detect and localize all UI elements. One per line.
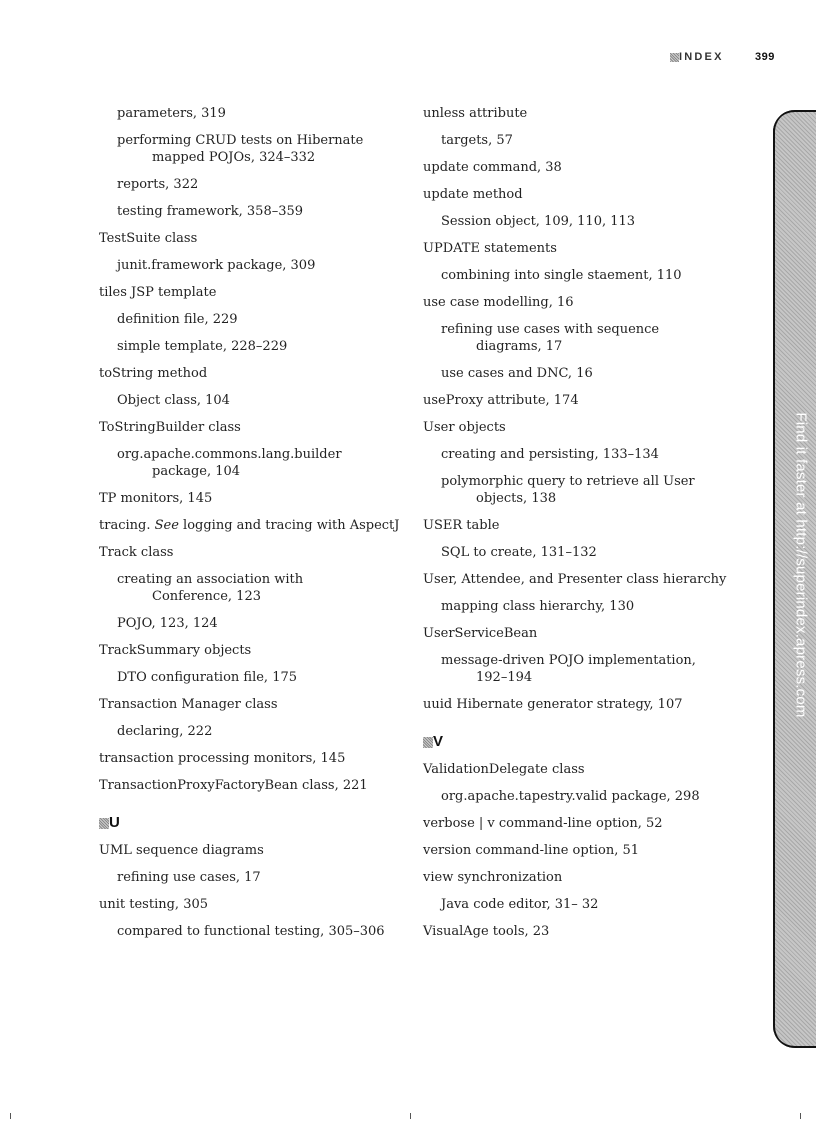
- index-entry: [423, 157, 743, 184]
- entry-text: [441, 321, 743, 338]
- entry-term: transaction processing monitors, 145: [99, 751, 346, 766]
- entry-term: POJO, 123, 124: [117, 616, 218, 631]
- entry-text: [117, 571, 419, 588]
- entry-term: UserServiceBean: [423, 626, 538, 641]
- entry-text: [423, 186, 743, 203]
- entry-term: ValidationDelegate class: [423, 762, 585, 777]
- entry-term: testing framework, 358–359: [117, 204, 304, 219]
- entry-text: [117, 338, 419, 355]
- entry-term: polymorphic query to retrieve all User: [441, 474, 695, 489]
- section-marker-square: [99, 818, 109, 829]
- entry-text: [117, 105, 419, 122]
- crop-mark: [10, 1113, 11, 1119]
- see-reference-label: See: [154, 518, 179, 533]
- entry-term: tracing.: [99, 518, 151, 533]
- entry-text: [99, 544, 419, 561]
- entry-text: [441, 598, 743, 615]
- entry-text: [99, 365, 419, 382]
- index-subentry: [99, 721, 419, 748]
- index-column-right: [423, 103, 743, 948]
- entry-text: [117, 203, 419, 220]
- entry-term: mapping class hierarchy, 130: [441, 599, 635, 614]
- side-tab-url-text: Find it faster at http://superindex.apress.com: [792, 412, 810, 718]
- entry-term: refining use cases with sequence: [441, 322, 660, 337]
- index-subentry: [423, 265, 743, 292]
- entry-text: [117, 669, 419, 686]
- entry-list: [423, 103, 743, 721]
- index-subentry: [99, 569, 419, 613]
- index-subentry: [423, 471, 743, 515]
- entry-term: creating an association with: [117, 572, 304, 587]
- entry-term: Object class, 104: [117, 393, 230, 408]
- entry-text: [441, 365, 743, 382]
- entry-term: parameters, 319: [117, 106, 226, 121]
- entry-term: targets, 57: [441, 133, 513, 148]
- entry-text: [423, 294, 743, 311]
- entry-term: combining into single staement, 110: [441, 268, 682, 283]
- index-subentry: [99, 201, 419, 228]
- entry-text: [423, 517, 743, 534]
- entry-term: update method: [423, 187, 523, 202]
- entry-term: Java code editor, 31– 32: [441, 897, 599, 912]
- entry-term: Track class: [99, 545, 174, 560]
- index-entry: [423, 292, 743, 319]
- entry-term: creating and persisting, 133–134: [441, 447, 659, 462]
- entry-term: use case modelling, 16: [423, 295, 574, 310]
- entry-list: [99, 840, 419, 948]
- index-entry: [99, 282, 419, 309]
- index-entry: [423, 813, 743, 840]
- index-entry: [423, 694, 743, 721]
- entry-term: reports, 322: [117, 177, 199, 192]
- entry-continuation: diagrams, 17: [476, 339, 563, 354]
- entry-text: [117, 392, 419, 409]
- index-subentry: [99, 174, 419, 201]
- index-subentry: [423, 596, 743, 623]
- index-column-left: [99, 103, 419, 948]
- index-subentry: [99, 921, 419, 948]
- entry-term: SQL to create, 131–132: [441, 545, 597, 560]
- index-entry: [99, 894, 419, 921]
- entry-text: [423, 240, 743, 257]
- entry-text: [99, 642, 419, 659]
- entry-text: [99, 284, 419, 301]
- entry-text: [117, 869, 419, 886]
- entry-continuation: mapped POJOs, 324–332: [152, 150, 316, 165]
- entry-term: unless attribute: [423, 106, 528, 121]
- section-heading-u: [99, 814, 419, 834]
- entry-text: [99, 696, 419, 713]
- entry-term: USER table: [423, 518, 500, 533]
- index-entry: [99, 840, 419, 867]
- entry-term: DTO configuration file, 175: [117, 670, 298, 685]
- index-subentry: [99, 444, 419, 488]
- index-entry: [99, 775, 419, 802]
- entry-term: TestSuite class: [99, 231, 198, 246]
- index-subentry: [99, 867, 419, 894]
- index-entry: [423, 921, 743, 948]
- index-entry: [99, 417, 419, 444]
- index-subentry: [99, 667, 419, 694]
- entry-text: [117, 311, 419, 328]
- index-entry: [423, 515, 743, 542]
- entry-continuation: Conference, 123: [152, 589, 261, 604]
- index-entry: [99, 228, 419, 255]
- entry-term: verbose | v command-line option, 52: [423, 816, 663, 831]
- entry-text: [117, 257, 419, 274]
- entry-text: [423, 923, 743, 940]
- index-entry: [99, 694, 419, 721]
- entry-term: UPDATE statements: [423, 241, 557, 256]
- index-subentry: [423, 211, 743, 238]
- entry-term: version command-line option, 51: [423, 843, 640, 858]
- index-subentry: [423, 786, 743, 813]
- entry-text: [423, 105, 743, 122]
- index-subentry: [423, 363, 743, 390]
- entry-term: User objects: [423, 420, 506, 435]
- index-entry: [423, 103, 743, 130]
- entry-text: [441, 544, 743, 561]
- entry-continuation: objects, 138: [476, 491, 557, 506]
- entry-text: [99, 750, 419, 767]
- entry-text: [423, 625, 743, 642]
- entry-term: tiles JSP template: [99, 285, 217, 300]
- entry-text: [441, 473, 743, 490]
- index-entry: [99, 748, 419, 775]
- section-heading-v: [423, 733, 743, 753]
- index-subentry: [99, 130, 419, 174]
- entry-text: [99, 230, 419, 247]
- see-reference-target: logging and tracing with AspectJ: [183, 518, 400, 533]
- entry-term: org.apache.commons.lang.builder: [117, 447, 342, 462]
- entry-text: [423, 419, 743, 436]
- index-subentry: [99, 390, 419, 417]
- entry-text: [423, 159, 743, 176]
- entry-term: TransactionProxyFactoryBean class, 221: [99, 778, 368, 793]
- index-subentry: [99, 613, 419, 640]
- index-entry: [423, 867, 743, 894]
- entry-list: [423, 759, 743, 948]
- entry-continuation: package, 104: [152, 464, 241, 479]
- entry-term: ToStringBuilder class: [99, 420, 241, 435]
- index-subentry: [423, 130, 743, 157]
- entry-text: [423, 392, 743, 409]
- index-entry: [423, 238, 743, 265]
- entry-text: [423, 869, 743, 886]
- entry-term: declaring, 222: [117, 724, 213, 739]
- entry-term: junit.framework package, 309: [117, 258, 316, 273]
- entry-term: TP monitors, 145: [99, 491, 213, 506]
- index-entry: [423, 417, 743, 444]
- index-subentry: [423, 542, 743, 569]
- entry-term: useProxy attribute, 174: [423, 393, 579, 408]
- entry-text: [117, 132, 419, 149]
- index-entry: [423, 623, 743, 650]
- entry-term: refining use cases, 17: [117, 870, 261, 885]
- entry-term: org.apache.tapestry.valid package, 298: [441, 789, 700, 804]
- index-entry: [99, 542, 419, 569]
- section-letter: U: [109, 814, 120, 831]
- entry-text: [423, 761, 743, 778]
- entry-term: update command, 38: [423, 160, 562, 175]
- entry-term: use cases and DNC, 16: [441, 366, 593, 381]
- index-entry: [423, 759, 743, 786]
- index-subentry: [423, 444, 743, 471]
- entry-text: [99, 896, 419, 913]
- entry-text: [117, 446, 419, 463]
- index-entry: [423, 840, 743, 867]
- entry-term: uuid Hibernate generator strategy, 107: [423, 697, 683, 712]
- entry-continuation: 192–194: [476, 670, 533, 685]
- entry-term: Transaction Manager class: [99, 697, 278, 712]
- entry-term: definition file, 229: [117, 312, 238, 327]
- entry-text: [441, 213, 743, 230]
- entry-term: message-driven POJO implementation,: [441, 653, 696, 668]
- entry-term: toString method: [99, 366, 208, 381]
- index-subentry: [423, 650, 743, 694]
- entry-text: [117, 615, 419, 632]
- entry-term: performing CRUD tests on Hibernate: [117, 133, 364, 148]
- entry-text: [423, 815, 743, 832]
- index-subentry: [423, 894, 743, 921]
- entry-term: compared to functional testing, 305–306: [117, 924, 385, 939]
- index-subentry: [423, 319, 743, 363]
- entry-term: view synchronization: [423, 870, 563, 885]
- index-entry: [99, 640, 419, 667]
- index-subentry: [99, 255, 419, 282]
- section-letter: V: [433, 733, 444, 750]
- entry-text: [441, 896, 743, 913]
- entry-text: [423, 571, 743, 588]
- page-number: 399: [755, 51, 775, 63]
- index-entry: [99, 515, 419, 542]
- entry-text: [423, 842, 743, 859]
- index-entry: [423, 184, 743, 211]
- crop-mark: [410, 1113, 411, 1119]
- section-marker-square: [423, 737, 433, 748]
- entry-term: Session object, 109, 110, 113: [441, 214, 636, 229]
- running-head-section: INDEX: [679, 51, 724, 63]
- index-subentry: [99, 336, 419, 363]
- entry-term: unit testing, 305: [99, 897, 209, 912]
- entry-text: [441, 652, 743, 669]
- entry-text: [117, 723, 419, 740]
- entry-term: User, Attendee, and Presenter class hierarchy: [423, 572, 727, 587]
- entry-text: [99, 419, 419, 436]
- entry-term: TrackSummary objects: [99, 643, 252, 658]
- entry-term: simple template, 228–229: [117, 339, 288, 354]
- entry-text: [99, 777, 419, 794]
- entry-text: [99, 490, 419, 507]
- index-subentry: [99, 309, 419, 336]
- entry-term: VisualAge tools, 23: [423, 924, 550, 939]
- index-entry: [423, 569, 743, 596]
- index-entry: [99, 488, 419, 515]
- entry-text: [117, 923, 419, 940]
- entry-list: [99, 103, 419, 802]
- entry-text: [441, 132, 743, 149]
- entry-text: [117, 176, 419, 193]
- entry-text: [441, 267, 743, 284]
- section-marker-square: [670, 53, 679, 62]
- entry-text: [423, 696, 743, 713]
- entry-text: [99, 842, 419, 859]
- entry-term: UML sequence diagrams: [99, 843, 264, 858]
- index-subentry: [99, 103, 419, 130]
- index-entry: [99, 363, 419, 390]
- entry-text: [99, 517, 419, 534]
- crop-mark: [800, 1113, 801, 1119]
- entry-text: [441, 446, 743, 463]
- running-head: [670, 51, 790, 67]
- index-entry: [423, 390, 743, 417]
- entry-text: [441, 788, 743, 805]
